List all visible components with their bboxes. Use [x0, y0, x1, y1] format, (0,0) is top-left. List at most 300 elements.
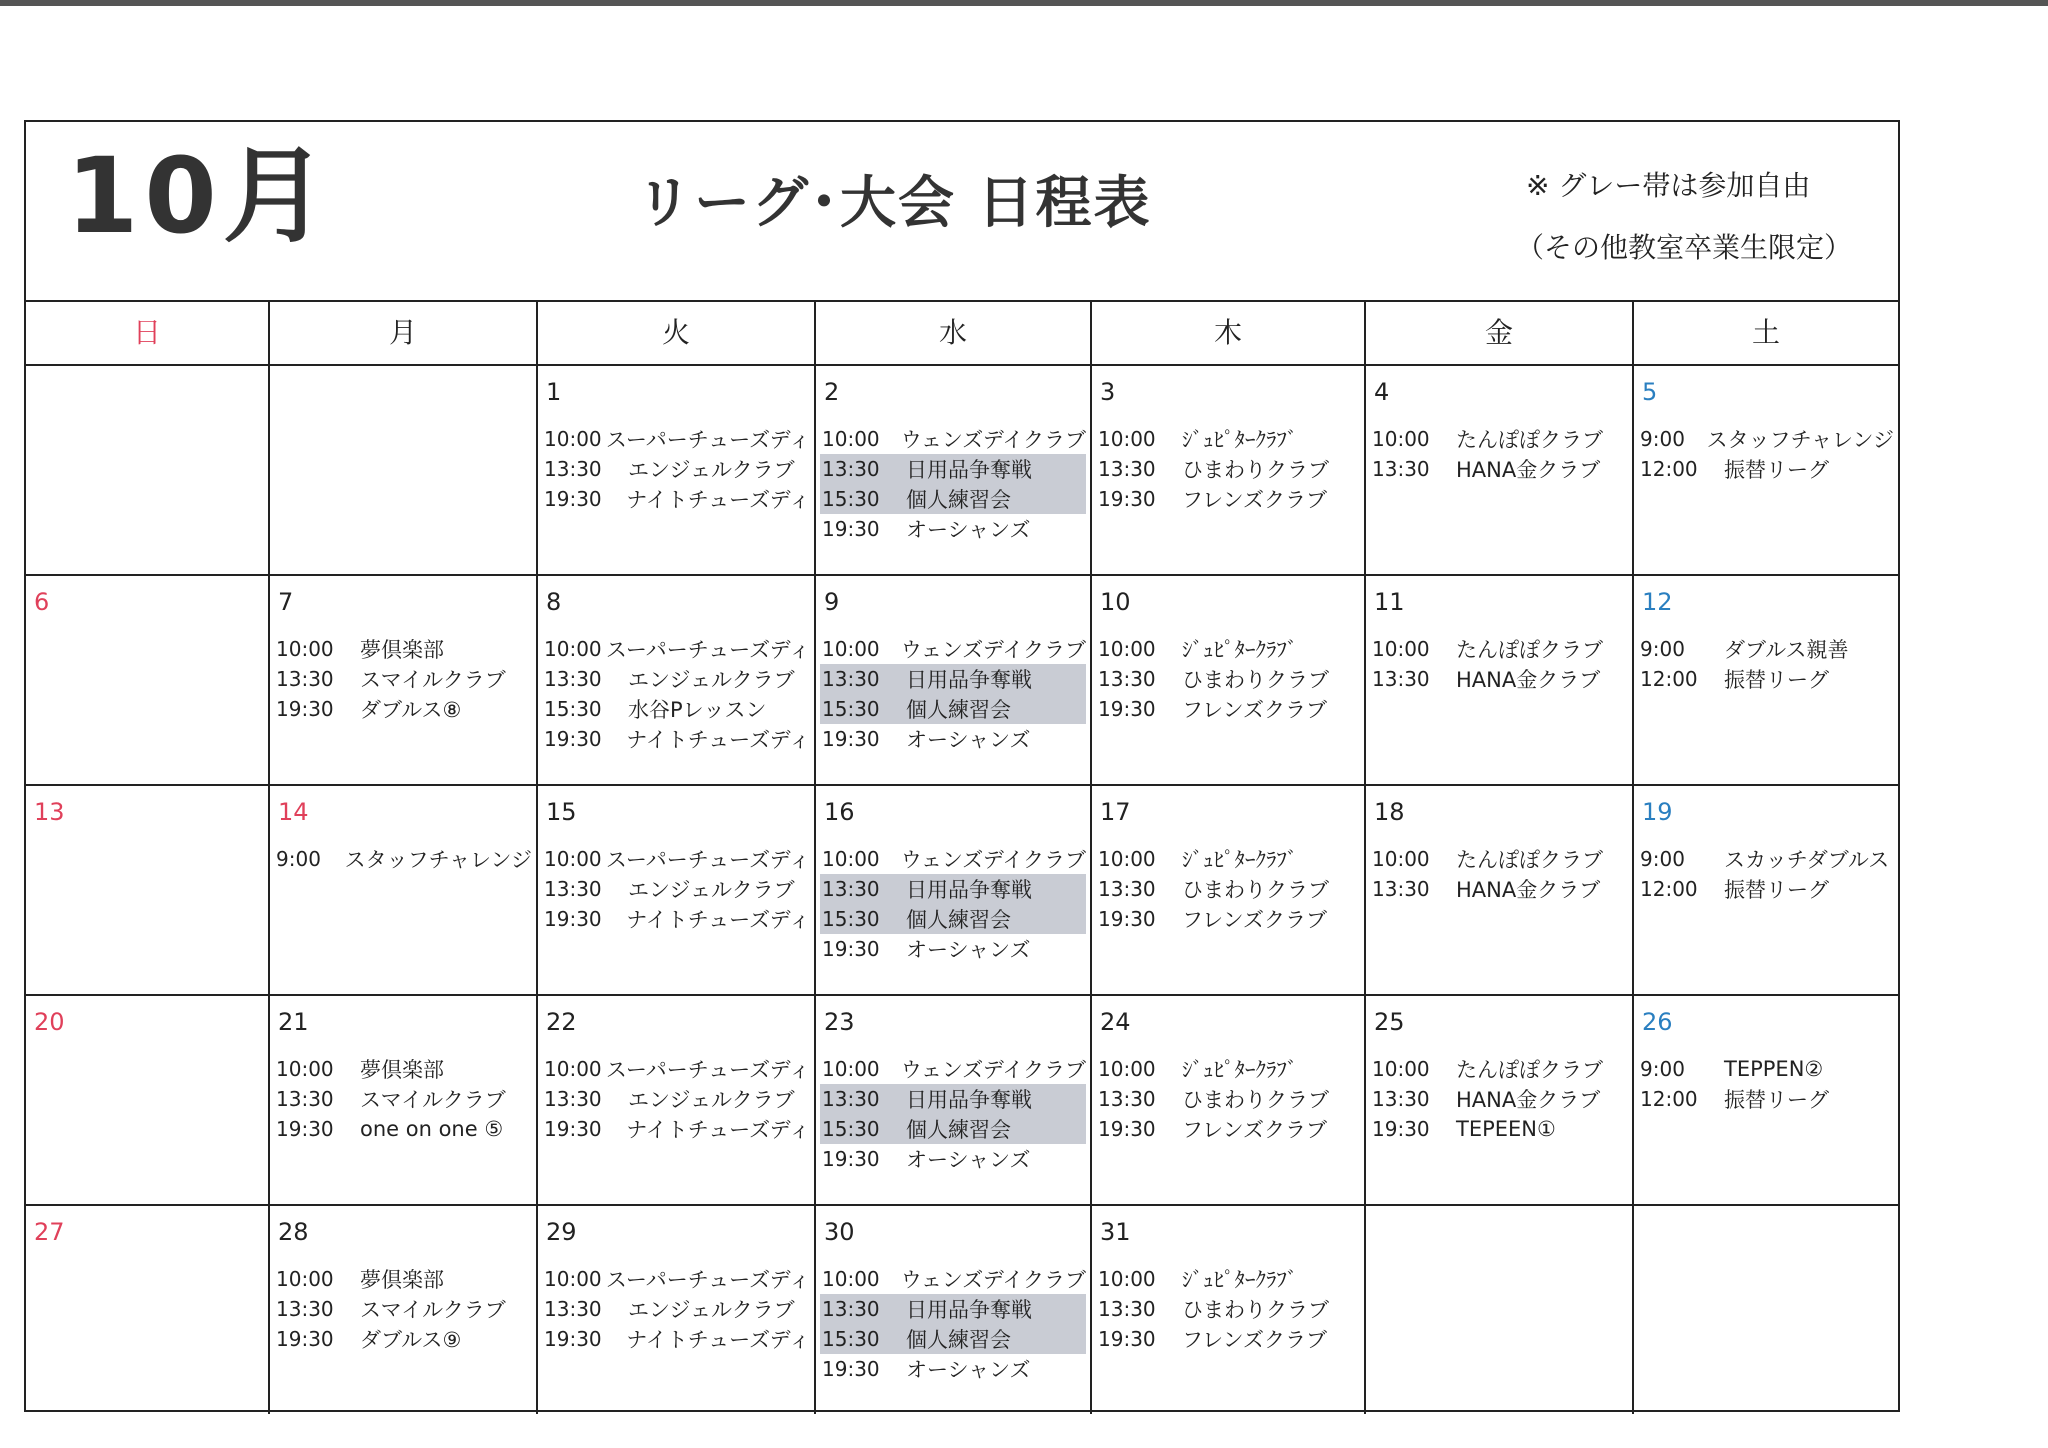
event-row: [820, 1144, 1086, 1174]
event-row: [1638, 454, 1894, 484]
event-name: 振替リーグ: [1724, 668, 1829, 692]
event-time: 13:30: [822, 457, 880, 481]
weekday-header: 火: [538, 302, 816, 364]
event-row: [1370, 1084, 1628, 1114]
event-name: オーシャンズ: [906, 938, 1031, 962]
event-row: [542, 454, 810, 484]
event-time: 10:00: [1372, 1057, 1430, 1081]
event-list: [1096, 634, 1360, 724]
event-row: [1096, 424, 1360, 454]
event-time: 13:30: [544, 1297, 602, 1321]
event-name: たんぽぽクラブ: [1456, 428, 1603, 452]
event-time: 13:30: [1372, 1087, 1430, 1111]
day-number: 7: [278, 588, 294, 616]
schedule-header: [26, 122, 1898, 302]
event-time: 13:30: [1372, 457, 1430, 481]
weekday-header: 金: [1366, 302, 1634, 364]
event-name: 夢倶楽部: [360, 638, 444, 662]
week-row: [26, 1206, 1898, 1414]
event-time: 9:00: [1640, 1057, 1685, 1081]
event-time: 19:30: [276, 1327, 334, 1351]
event-list: [274, 634, 532, 724]
event-time: 9:00: [1640, 637, 1685, 661]
event-name: フレンズクラブ: [1182, 1328, 1328, 1352]
event-name: ウェンズデイクラブ: [900, 638, 1086, 662]
event-name: オーシャンズ: [906, 518, 1031, 542]
event-name: スタッフチャレンジ: [1706, 428, 1894, 452]
event-time: 13:30: [1098, 667, 1156, 691]
event-name: ｼﾞｭﾋﾟﾀｰｸﾗﾌﾞ: [1182, 848, 1298, 872]
event-name: 個人練習会: [906, 488, 1011, 512]
day-cell: [538, 576, 816, 784]
event-time: 15:30: [544, 697, 602, 721]
day-cell: [26, 786, 270, 994]
event-name: フレンズクラブ: [1182, 488, 1328, 512]
day-number: 24: [1100, 1008, 1131, 1036]
event-list: [1096, 844, 1360, 934]
event-row: [1096, 1054, 1360, 1084]
day-cell: [1366, 996, 1634, 1204]
event-name: フレンズクラブ: [1182, 1118, 1328, 1142]
event-row: [1096, 484, 1360, 514]
event-time: 13:30: [1098, 457, 1156, 481]
event-time: 19:30: [276, 1117, 334, 1141]
event-row: [820, 634, 1086, 664]
event-time: 10:00: [1098, 637, 1156, 661]
event-name: エンジェルクラブ: [628, 1088, 795, 1112]
event-time: 10:00: [1098, 427, 1156, 451]
event-time: 12:00: [1640, 1087, 1698, 1111]
day-number: 13: [34, 798, 65, 826]
event-row-open: [820, 694, 1086, 724]
event-row: [1096, 454, 1360, 484]
event-row: [820, 934, 1086, 964]
event-row: [542, 634, 810, 664]
day-number: 16: [824, 798, 855, 826]
event-row: [274, 844, 532, 874]
event-name: 個人練習会: [906, 698, 1011, 722]
event-row: [274, 1054, 532, 1084]
event-row: [542, 1294, 810, 1324]
event-name: スーパーチューズディ: [605, 428, 810, 452]
event-time: 19:30: [544, 487, 602, 511]
day-number: 28: [278, 1218, 309, 1246]
month-label: 10月: [66, 135, 333, 257]
event-row: [1096, 664, 1360, 694]
event-name: スタッフチャレンジ: [344, 848, 532, 872]
day-cell: [1366, 366, 1634, 574]
event-row: [542, 1054, 810, 1084]
day-cell: [538, 786, 816, 994]
event-name: ナイトチューズディ: [626, 488, 810, 512]
event-time: 19:30: [544, 727, 602, 751]
weekday-header: 土: [1751, 316, 1780, 349]
day-number: 20: [34, 1008, 65, 1036]
day-cell: [1092, 996, 1366, 1204]
event-time: 10:00: [822, 847, 880, 871]
event-name: 日用品争奪戦: [906, 878, 1032, 902]
event-time: 15:30: [822, 487, 880, 511]
day-cell: [816, 576, 1092, 784]
event-row: [542, 904, 810, 934]
day-number: 18: [1374, 798, 1405, 826]
event-name: ナイトチューズディ: [626, 728, 810, 752]
day-number: 12: [1642, 588, 1673, 616]
day-cell: [26, 996, 270, 1204]
event-time: 13:30: [1098, 877, 1156, 901]
event-list: [542, 634, 810, 754]
event-list: [1370, 424, 1628, 484]
scan-edge: [0, 0, 2048, 6]
event-time: 13:30: [544, 877, 602, 901]
event-time: 10:00: [822, 427, 880, 451]
event-row: [542, 424, 810, 454]
event-name: ひまわりクラブ: [1182, 878, 1329, 902]
event-name: エンジェルクラブ: [628, 458, 795, 482]
event-time: 10:00: [1372, 847, 1430, 871]
event-row: [1096, 1324, 1360, 1354]
event-list: [820, 634, 1086, 754]
event-name: ナイトチューズディ: [626, 1328, 810, 1352]
event-list: [820, 844, 1086, 964]
event-name: HANA金クラブ: [1456, 878, 1601, 902]
event-time: 13:30: [822, 1297, 880, 1321]
day-cell: [1092, 576, 1366, 784]
event-name: たんぽぽクラブ: [1456, 848, 1603, 872]
event-list: [1638, 1054, 1894, 1114]
event-list: [274, 844, 532, 874]
event-time: 13:30: [544, 667, 602, 691]
event-time: 19:30: [822, 1147, 880, 1171]
event-list: [1370, 1054, 1628, 1144]
event-row: [1096, 904, 1360, 934]
event-list: [1638, 424, 1894, 484]
weekday-header: 水: [816, 302, 1092, 364]
event-time: 19:30: [1372, 1117, 1430, 1141]
event-row: [1638, 424, 1894, 454]
day-cell: [270, 366, 538, 574]
event-time: 15:30: [822, 1117, 880, 1141]
day-number: 15: [546, 798, 577, 826]
event-list: [542, 844, 810, 934]
event-row-open: [820, 1114, 1086, 1144]
event-time: 9:00: [1640, 847, 1685, 871]
event-time: 13:30: [822, 1087, 880, 1111]
event-name: スマイルクラブ: [360, 1088, 506, 1112]
weekday-header: 月: [270, 302, 538, 364]
event-list: [1096, 1054, 1360, 1144]
event-row: [820, 424, 1086, 454]
event-row: [1638, 874, 1894, 904]
event-time: 15:30: [822, 1327, 880, 1351]
event-row: [1370, 874, 1628, 904]
event-name: エンジェルクラブ: [628, 668, 795, 692]
event-time: 19:30: [544, 1117, 602, 1141]
event-time: 10:00: [1098, 1057, 1156, 1081]
event-time: 19:30: [1098, 1117, 1156, 1141]
gray-band-note: ※ グレー帯は参加自由: [1526, 169, 1811, 202]
day-number: 9: [824, 588, 840, 616]
event-time: 13:30: [276, 1087, 334, 1111]
gray-band-note-sub: （その他教室卒業生限定）: [1516, 231, 1853, 264]
schedule-title: リーグ･大会 日程表: [636, 171, 1152, 236]
event-row: [820, 1264, 1086, 1294]
event-time: 19:30: [544, 907, 602, 931]
day-cell: [1092, 786, 1366, 994]
day-number: 4: [1374, 378, 1390, 406]
event-name: 日用品争奪戦: [906, 668, 1032, 692]
event-time: 12:00: [1640, 457, 1698, 481]
event-time: 19:30: [822, 727, 880, 751]
event-time: 10:00: [822, 1267, 880, 1291]
event-row-open: [820, 904, 1086, 934]
event-time: 15:30: [822, 697, 880, 721]
event-row: [1370, 424, 1628, 454]
event-row-open: [820, 664, 1086, 694]
day-cell: [270, 786, 538, 994]
event-row: [542, 724, 810, 754]
event-name: 個人練習会: [906, 908, 1011, 932]
event-name: 日用品争奪戦: [906, 458, 1032, 482]
day-cell: [270, 576, 538, 784]
event-name: フレンズクラブ: [1182, 908, 1328, 932]
event-row: [820, 514, 1086, 544]
day-cell: [26, 1206, 270, 1414]
event-name: ナイトチューズディ: [626, 908, 810, 932]
event-list: [274, 1054, 532, 1144]
event-list: [820, 424, 1086, 544]
event-time: 19:30: [276, 697, 334, 721]
event-row: [1096, 1264, 1360, 1294]
event-row: [1638, 1084, 1894, 1114]
event-row: [1370, 454, 1628, 484]
day-cell: [1366, 1206, 1634, 1414]
event-row-open: [820, 454, 1086, 484]
event-row-open: [820, 1294, 1086, 1324]
day-number: 25: [1374, 1008, 1405, 1036]
event-time: 13:30: [1098, 1297, 1156, 1321]
event-name: 日用品争奪戦: [906, 1298, 1032, 1322]
event-row: [1370, 634, 1628, 664]
event-name: 個人練習会: [906, 1328, 1011, 1352]
event-time: 13:30: [276, 1297, 334, 1321]
event-name: ｼﾞｭﾋﾟﾀｰｸﾗﾌﾞ: [1182, 1058, 1298, 1082]
event-row: [542, 874, 810, 904]
event-time: 13:30: [822, 667, 880, 691]
day-number: 21: [278, 1008, 309, 1036]
event-name: HANA金クラブ: [1456, 1088, 1601, 1112]
day-cell: [26, 576, 270, 784]
event-time: 19:30: [822, 937, 880, 961]
event-name: 夢倶楽部: [360, 1268, 444, 1292]
event-time: 10:00: [1372, 427, 1430, 451]
event-time: 13:30: [1372, 877, 1430, 901]
event-name: たんぽぽクラブ: [1456, 1058, 1603, 1082]
day-number: 23: [824, 1008, 855, 1036]
event-row: [820, 1354, 1086, 1384]
event-row: [1096, 694, 1360, 724]
event-name: ｼﾞｭﾋﾟﾀｰｸﾗﾌﾞ: [1182, 1268, 1298, 1292]
day-cell: [26, 366, 270, 574]
week-row: [26, 576, 1898, 786]
event-name: スーパーチューズディ: [605, 1058, 810, 1082]
event-list: [542, 1264, 810, 1354]
event-time: 13:30: [1098, 1087, 1156, 1111]
day-cell: [816, 996, 1092, 1204]
event-name: HANA金クラブ: [1456, 458, 1601, 482]
event-time: 10:00: [276, 1057, 334, 1081]
event-name: ダブルス親善: [1724, 638, 1849, 662]
day-number: 26: [1642, 1008, 1673, 1036]
event-list: [542, 1054, 810, 1144]
event-name: ダブルス⑨: [360, 1328, 462, 1352]
event-row: [542, 1084, 810, 1114]
event-name: TEPEEN①: [1456, 1117, 1556, 1141]
day-cell: [538, 1206, 816, 1414]
event-time: 10:00: [1098, 1267, 1156, 1291]
event-row: [274, 664, 532, 694]
event-row: [274, 1084, 532, 1114]
event-row: [542, 1264, 810, 1294]
event-time: 10:00: [1372, 637, 1430, 661]
day-cell: [270, 996, 538, 1204]
event-row: [274, 694, 532, 724]
event-row: [1638, 634, 1894, 664]
event-name: スーパーチューズディ: [605, 638, 810, 662]
day-number: 31: [1100, 1218, 1131, 1246]
day-cell: [816, 1206, 1092, 1414]
event-name: ひまわりクラブ: [1182, 668, 1329, 692]
event-list: [542, 424, 810, 514]
event-row: [1638, 1054, 1894, 1084]
event-list: [820, 1264, 1086, 1384]
event-name: ひまわりクラブ: [1182, 458, 1329, 482]
event-time: 9:00: [276, 847, 321, 871]
day-number: 11: [1374, 588, 1405, 616]
day-cell: [538, 996, 816, 1204]
event-time: 10:00: [822, 1057, 880, 1081]
schedule-sheet: [24, 120, 1900, 1412]
day-number: 1: [546, 378, 562, 406]
event-name: 夢倶楽部: [360, 1058, 444, 1082]
event-row: [1096, 1084, 1360, 1114]
week-row: [26, 786, 1898, 996]
event-name: ｼﾞｭﾋﾟﾀｰｸﾗﾌﾞ: [1182, 638, 1298, 662]
event-list: [1370, 634, 1628, 694]
event-name: ウェンズデイクラブ: [900, 428, 1086, 452]
event-row: [542, 484, 810, 514]
day-cell: [1634, 1206, 1898, 1414]
weekday-header-row: [26, 302, 1898, 366]
event-time: 10:00: [822, 637, 880, 661]
event-name: ダブルス⑧: [360, 698, 462, 722]
event-row: [1096, 874, 1360, 904]
event-name: ｼﾞｭﾋﾟﾀｰｸﾗﾌﾞ: [1182, 428, 1298, 452]
event-row-open: [820, 1324, 1086, 1354]
event-time: 10:00: [1098, 847, 1156, 871]
event-time: 19:30: [544, 1327, 602, 1351]
event-time: 10:00: [544, 427, 602, 451]
event-time: 10:00: [276, 637, 334, 661]
event-time: 15:30: [822, 907, 880, 931]
day-cell: [1092, 1206, 1366, 1414]
event-name: オーシャンズ: [906, 1148, 1031, 1172]
day-number: 3: [1100, 378, 1116, 406]
day-cell: [538, 366, 816, 574]
day-number: 19: [1642, 798, 1673, 826]
event-row: [1638, 844, 1894, 874]
day-number: 30: [824, 1218, 855, 1246]
event-row: [1096, 1114, 1360, 1144]
event-list: [274, 1264, 532, 1354]
event-row: [820, 1054, 1086, 1084]
event-row: [542, 694, 810, 724]
event-name: オーシャンズ: [906, 1358, 1031, 1382]
event-list: [1638, 844, 1894, 904]
day-number: 10: [1100, 588, 1131, 616]
day-cell: [816, 786, 1092, 994]
day-cell: [1634, 786, 1898, 994]
day-cell: [1634, 366, 1898, 574]
day-number: 14: [278, 798, 309, 826]
event-row: [274, 1264, 532, 1294]
event-time: 19:30: [822, 517, 880, 541]
event-row: [1096, 634, 1360, 664]
event-time: 13:30: [276, 667, 334, 691]
event-time: 10:00: [544, 847, 602, 871]
day-cell: [1366, 576, 1634, 784]
day-cell: [1634, 996, 1898, 1204]
week-row: [26, 996, 1898, 1206]
event-row: [1370, 664, 1628, 694]
event-time: 19:30: [1098, 1327, 1156, 1351]
event-name: スーパーチューズディ: [605, 848, 810, 872]
event-name: 個人練習会: [906, 1118, 1011, 1142]
event-time: 19:30: [1098, 907, 1156, 931]
weekday-header: 木: [1092, 302, 1366, 364]
event-time: 10:00: [276, 1267, 334, 1291]
event-time: 13:30: [822, 877, 880, 901]
event-name: 振替リーグ: [1724, 458, 1829, 482]
event-time: 10:00: [544, 637, 602, 661]
event-row-open: [820, 484, 1086, 514]
event-time: 19:30: [822, 1357, 880, 1381]
event-list: [1370, 844, 1628, 904]
event-name: たんぽぽクラブ: [1456, 638, 1603, 662]
event-time: 10:00: [544, 1267, 602, 1291]
day-cell: [816, 366, 1092, 574]
event-row: [542, 1114, 810, 1144]
event-name: 日用品争奪戦: [906, 1088, 1032, 1112]
day-number: 27: [34, 1218, 65, 1246]
event-name: TEPPEN②: [1724, 1057, 1824, 1081]
event-row: [542, 844, 810, 874]
event-time: 13:30: [1372, 667, 1430, 691]
event-time: 9:00: [1640, 427, 1685, 451]
event-name: スマイルクラブ: [360, 1298, 506, 1322]
day-number: 17: [1100, 798, 1131, 826]
weekday-header: 日: [26, 302, 270, 364]
event-time: 10:00: [544, 1057, 602, 1081]
event-row: [1096, 1294, 1360, 1324]
day-number: 8: [546, 588, 562, 616]
day-number: 6: [34, 588, 50, 616]
event-row: [274, 1114, 532, 1144]
event-name: ウェンズデイクラブ: [900, 848, 1086, 872]
event-name: エンジェルクラブ: [628, 878, 795, 902]
day-number: 29: [546, 1218, 577, 1246]
day-cell: [1634, 576, 1898, 784]
